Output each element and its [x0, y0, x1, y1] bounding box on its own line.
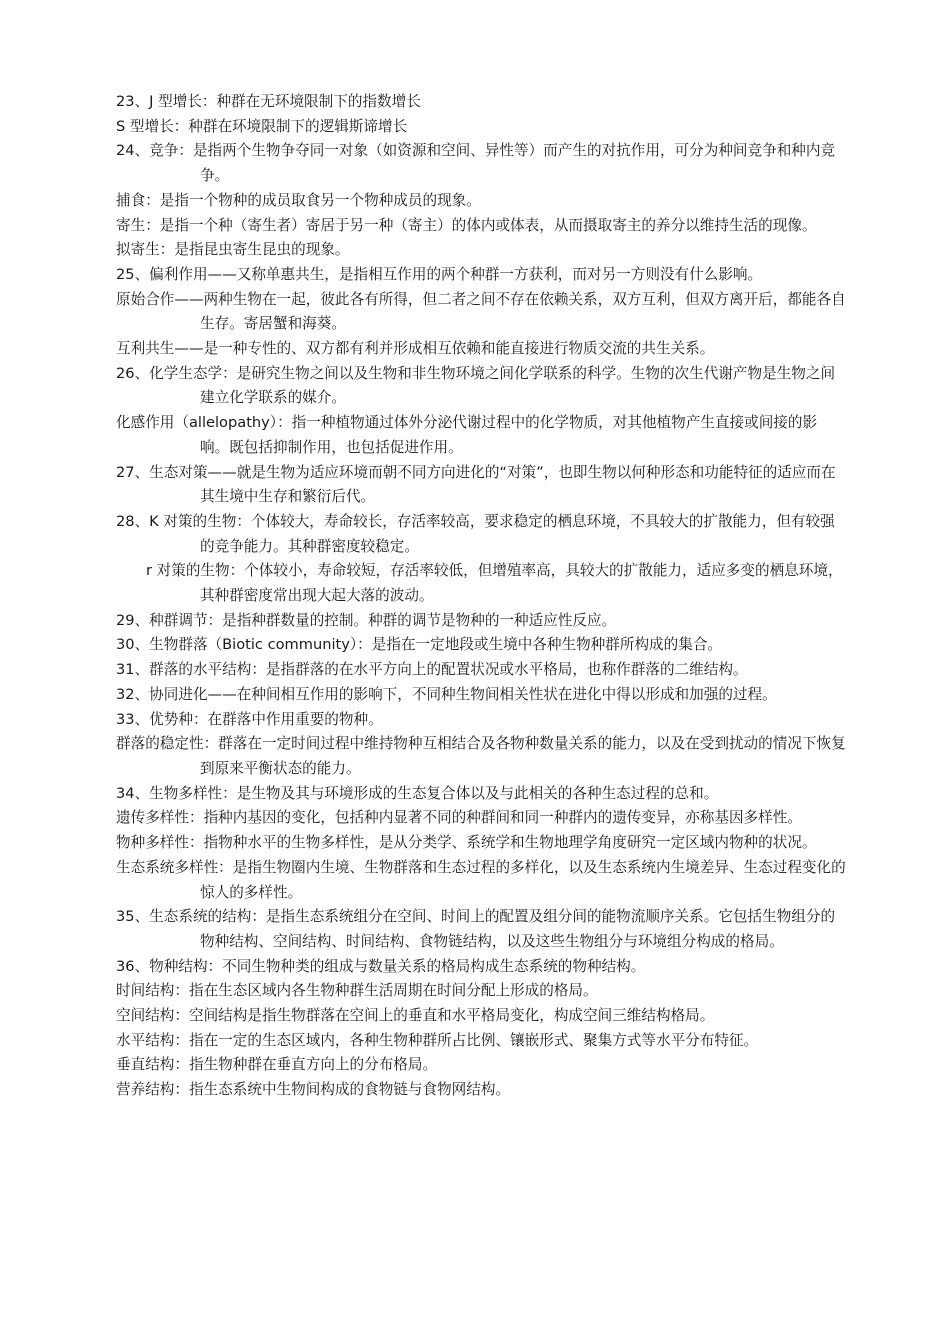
term-r-strategist: r 对策的生物：个体较小，寿命较短，存活率较低，但增殖率高，具较大的扩散能力，适应多变的栖息环境，其种群密度常出现大起大落的波动。 [146, 562, 843, 605]
term-commensalism: 25、偏利作用——又称单惠共生，是指相互作用的两个种群一方获利，而对另一方则没有什么影响。 [116, 265, 763, 283]
term-spatial-structure: 空间结构：空间结构是指生物群落在空间上的垂直和水平格局变化，构成空间三维结构格局。 [116, 1007, 715, 1025]
term-ecosystem-structure: 35、生态系统的结构：是指生态系统组分在空间、时间上的配置及组分间的能物流顺序关系。它包括生物组分的物种结构、空间结构、时间结构、食物链结构，以及这些生物组分与环境组分构成的格局。 [116, 908, 836, 950]
term-genetic-diversity: 遗传多样性：指种内基因的变化，包括种内显著不同的种群间和同一种群内的遗传变异，亦称基因多样性。 [116, 809, 802, 827]
term-parasitism: 寄生：是指一个种（寄生者）寄居于另一种（寄主）的体内或体表，从而摄取寄主的养分以维持生活的现像。 [116, 216, 817, 234]
term-mutualism: 互利共生——是一种专性的、双方都有利并形成相互依赖和能直接进行物质交流的共生关系。 [116, 340, 715, 358]
term-trophic-structure: 营养结构：指生态系统中生物间构成的食物链与食物网结构。 [116, 1081, 511, 1099]
term-species-diversity: 物种多样性：指物种水平的生物多样性，是从分类学、系统学和生物地理学角度研究一定区域内物种的状况。 [116, 834, 817, 852]
term-biotic-community: 30、生物群落（Biotic community）：是指在一定地段或生境中各种生物种群所构成的集合。 [116, 636, 723, 654]
term-j-growth: 23、J 型增长：种群在无环境限制下的指数增长 [116, 93, 421, 110]
term-competition: 24、竞争：是指两个生物争夺同一对象（如资源和空间、异性等）而产生的对抗作用，可分为种间竞争和种内竞争。 [116, 142, 836, 185]
term-predation: 捕食：是指一个物种的成员取食另一个物种成员的现象。 [116, 191, 481, 209]
term-k-strategist: 28、K 对策的生物：个体较大，寿命较长，存活率较高，要求稳定的栖息环境，不具较大的扩散能力，但有较强的竞争能力。其种群密度较稳定。 [116, 512, 835, 555]
term-community-stability: 群落的稳定性：群落在一定时间过程中维持物种互相结合及各物种数量关系的能力，以及在受到扰动的情况下恢复到原来平衡状态的能力。 [116, 735, 846, 777]
term-chemical-ecology: 26、化学生态学：是研究生物之间以及生物和非生物环境之间化学联系的科学。生物的次生代谢产物是生物之间建立化学联系的媒介。 [116, 364, 836, 407]
term-allelopathy: 化感作用（allelopathy）：指一种植物通过体外分泌代谢过程中的化学物质，对其他植物产生直接或间接的影响。既包括抑制作用，也包括促进作用。 [116, 414, 818, 456]
glossary-content [116, 90, 846, 1103]
term-biodiversity: 34、生物多样性：是生物及其与环境形成的生态复合体以及与此相关的各种生态过程的总和。 [116, 784, 719, 802]
term-population-regulation: 29、种群调节：是指种群数量的控制。种群的调节是物种的一种适应性反应。 [116, 611, 617, 629]
term-protocooperation: 原始合作——两种生物在一起，彼此各有所得，但二者之间不存在依赖关系，双方互利，但双方离开后，都能各自生存。寄居蟹和海葵。 [116, 290, 846, 333]
term-horizontal-structure: 31、群落的水平结构：是指群落的在水平方向上的配置状况或水平格局，也称作群落的二维结构。 [116, 661, 748, 679]
term-vertical-structure: 垂直结构：指生物种群在垂直方向上的分布格局。 [116, 1056, 438, 1074]
term-species-structure: 36、物种结构：不同生物种类的组成与数量关系的格局构成生态系统的物种结构。 [116, 957, 646, 975]
term-ecological-strategy: 27、生态对策——就是生物为适应环境而朝不同方向进化的“对策”，也即生物以何种形态和功能特征的适应而在其生境中生存和繁衍后代。 [116, 463, 836, 506]
term-parasitoidism: 拟寄生：是指昆虫寄生昆虫的现象。 [116, 241, 350, 259]
term-ecosystem-diversity: 生态系统多样性：是指生物圈内生境、生物群落和生态过程的多样化，以及生态系统内生境差异、生态过程变化的惊人的多样性。 [116, 858, 846, 901]
term-s-growth: S 型增长：种群在环境限制下的逻辑斯谛增长 [116, 117, 408, 135]
term-horizontal-distribution: 水平结构：指在一定的生态区域内，各种生物种群所占比例、镶嵌形式、聚集方式等水平分布特征。 [116, 1031, 759, 1049]
term-coevolution: 32、协同进化——在种间相互作用的影响下，不同种生物间相关性状在进化中得以形成和加强的过程。 [116, 685, 777, 703]
term-temporal-structure: 时间结构：指在生态区域内各生物种群生活周期在时间分配上形成的格局。 [116, 982, 598, 1000]
term-dominant-species: 33、优势种：在群落中作用重要的物种。 [116, 710, 383, 728]
